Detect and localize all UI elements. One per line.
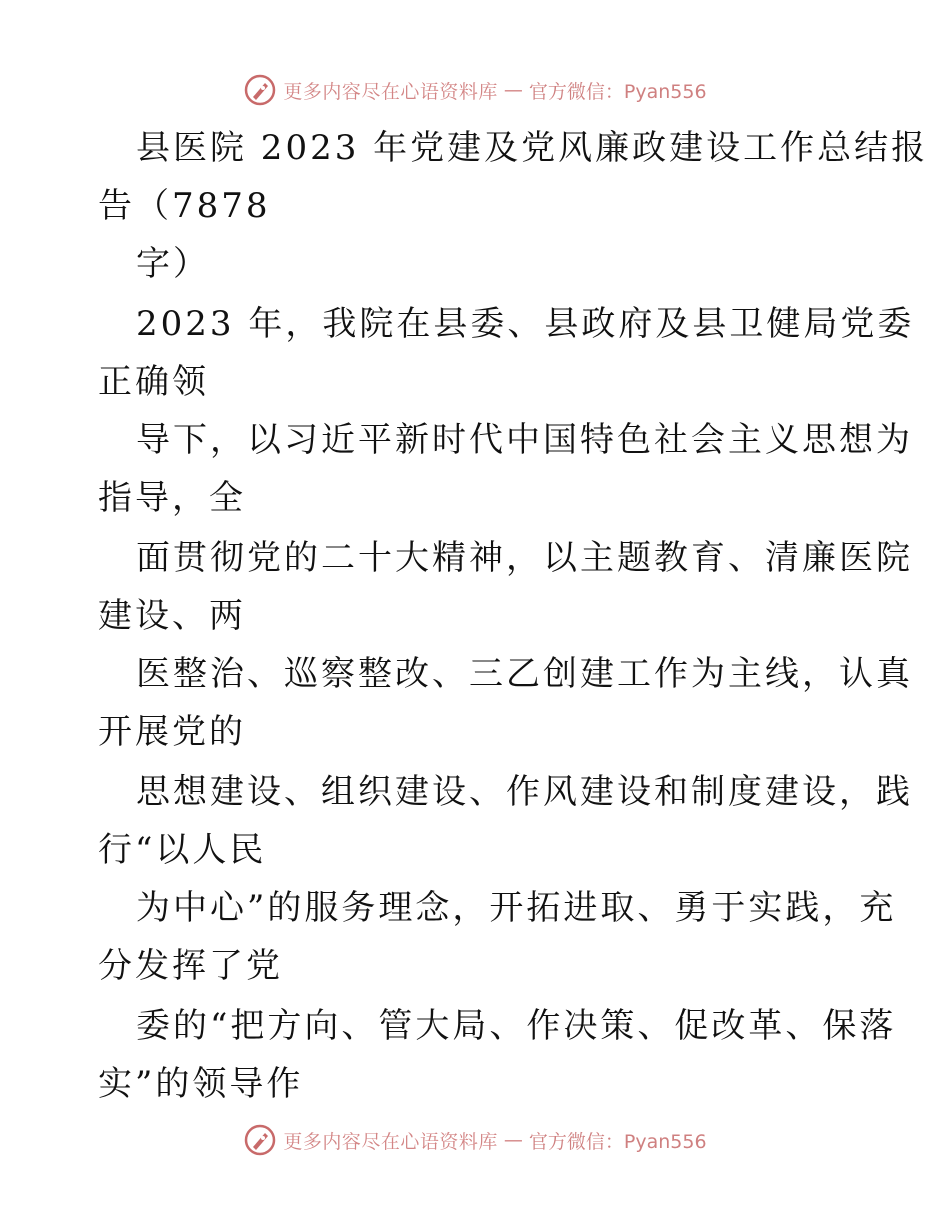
doc-line: 为中心”的服务理念，开拓进取、勇于实践，充 [136,888,897,928]
doc-line: 建设、两 [98,596,246,636]
doc-line: 面贯彻党的二十大精神，以主题教育、清廉医院 [136,538,913,578]
doc-line: 实”的领导作 [98,1064,304,1104]
pen-nib-logo-icon [243,1123,277,1157]
doc-line: 导下，以习近平新时代中国特色社会主义思想为 [136,420,913,460]
doc-line: 思想建设、组织建设、作风建设和制度建设，践 [136,772,913,812]
watermark-separator: — [503,79,523,101]
watermark-footer [0,1120,950,1160]
doc-line: 正确领 [98,362,209,402]
doc-line: 字） [136,244,210,284]
watermark-text: 更多内容尽在心语资料库 [283,1130,498,1153]
doc-line: 行“以人民 [98,830,267,870]
doc-line: 开展党的 [98,712,246,752]
doc-line: 2023 年，我院在县委、县政府及县卫健局党委 [136,304,915,344]
watermark-suffix: 官方微信：Pyan556 [528,80,707,103]
doc-line: 指导，全 [98,478,246,518]
doc-line: 县医院 2023 年党建及党风廉政建设工作总结报 [136,128,929,168]
doc-line: 委的“把方向、管大局、作决策、促改革、保落 [136,1006,897,1046]
doc-line: 医整治、巡察整改、三乙创建工作为主线，认真 [136,654,913,694]
watermark-header [0,70,950,110]
watermark-text: 更多内容尽在心语资料库 [283,80,498,103]
watermark-suffix: 官方微信：Pyan556 [528,1130,707,1153]
doc-line: 告（7878 [98,186,271,226]
pen-nib-logo-icon [243,73,277,107]
watermark-separator: — [503,1129,523,1151]
doc-line: 分发挥了党 [98,946,283,986]
